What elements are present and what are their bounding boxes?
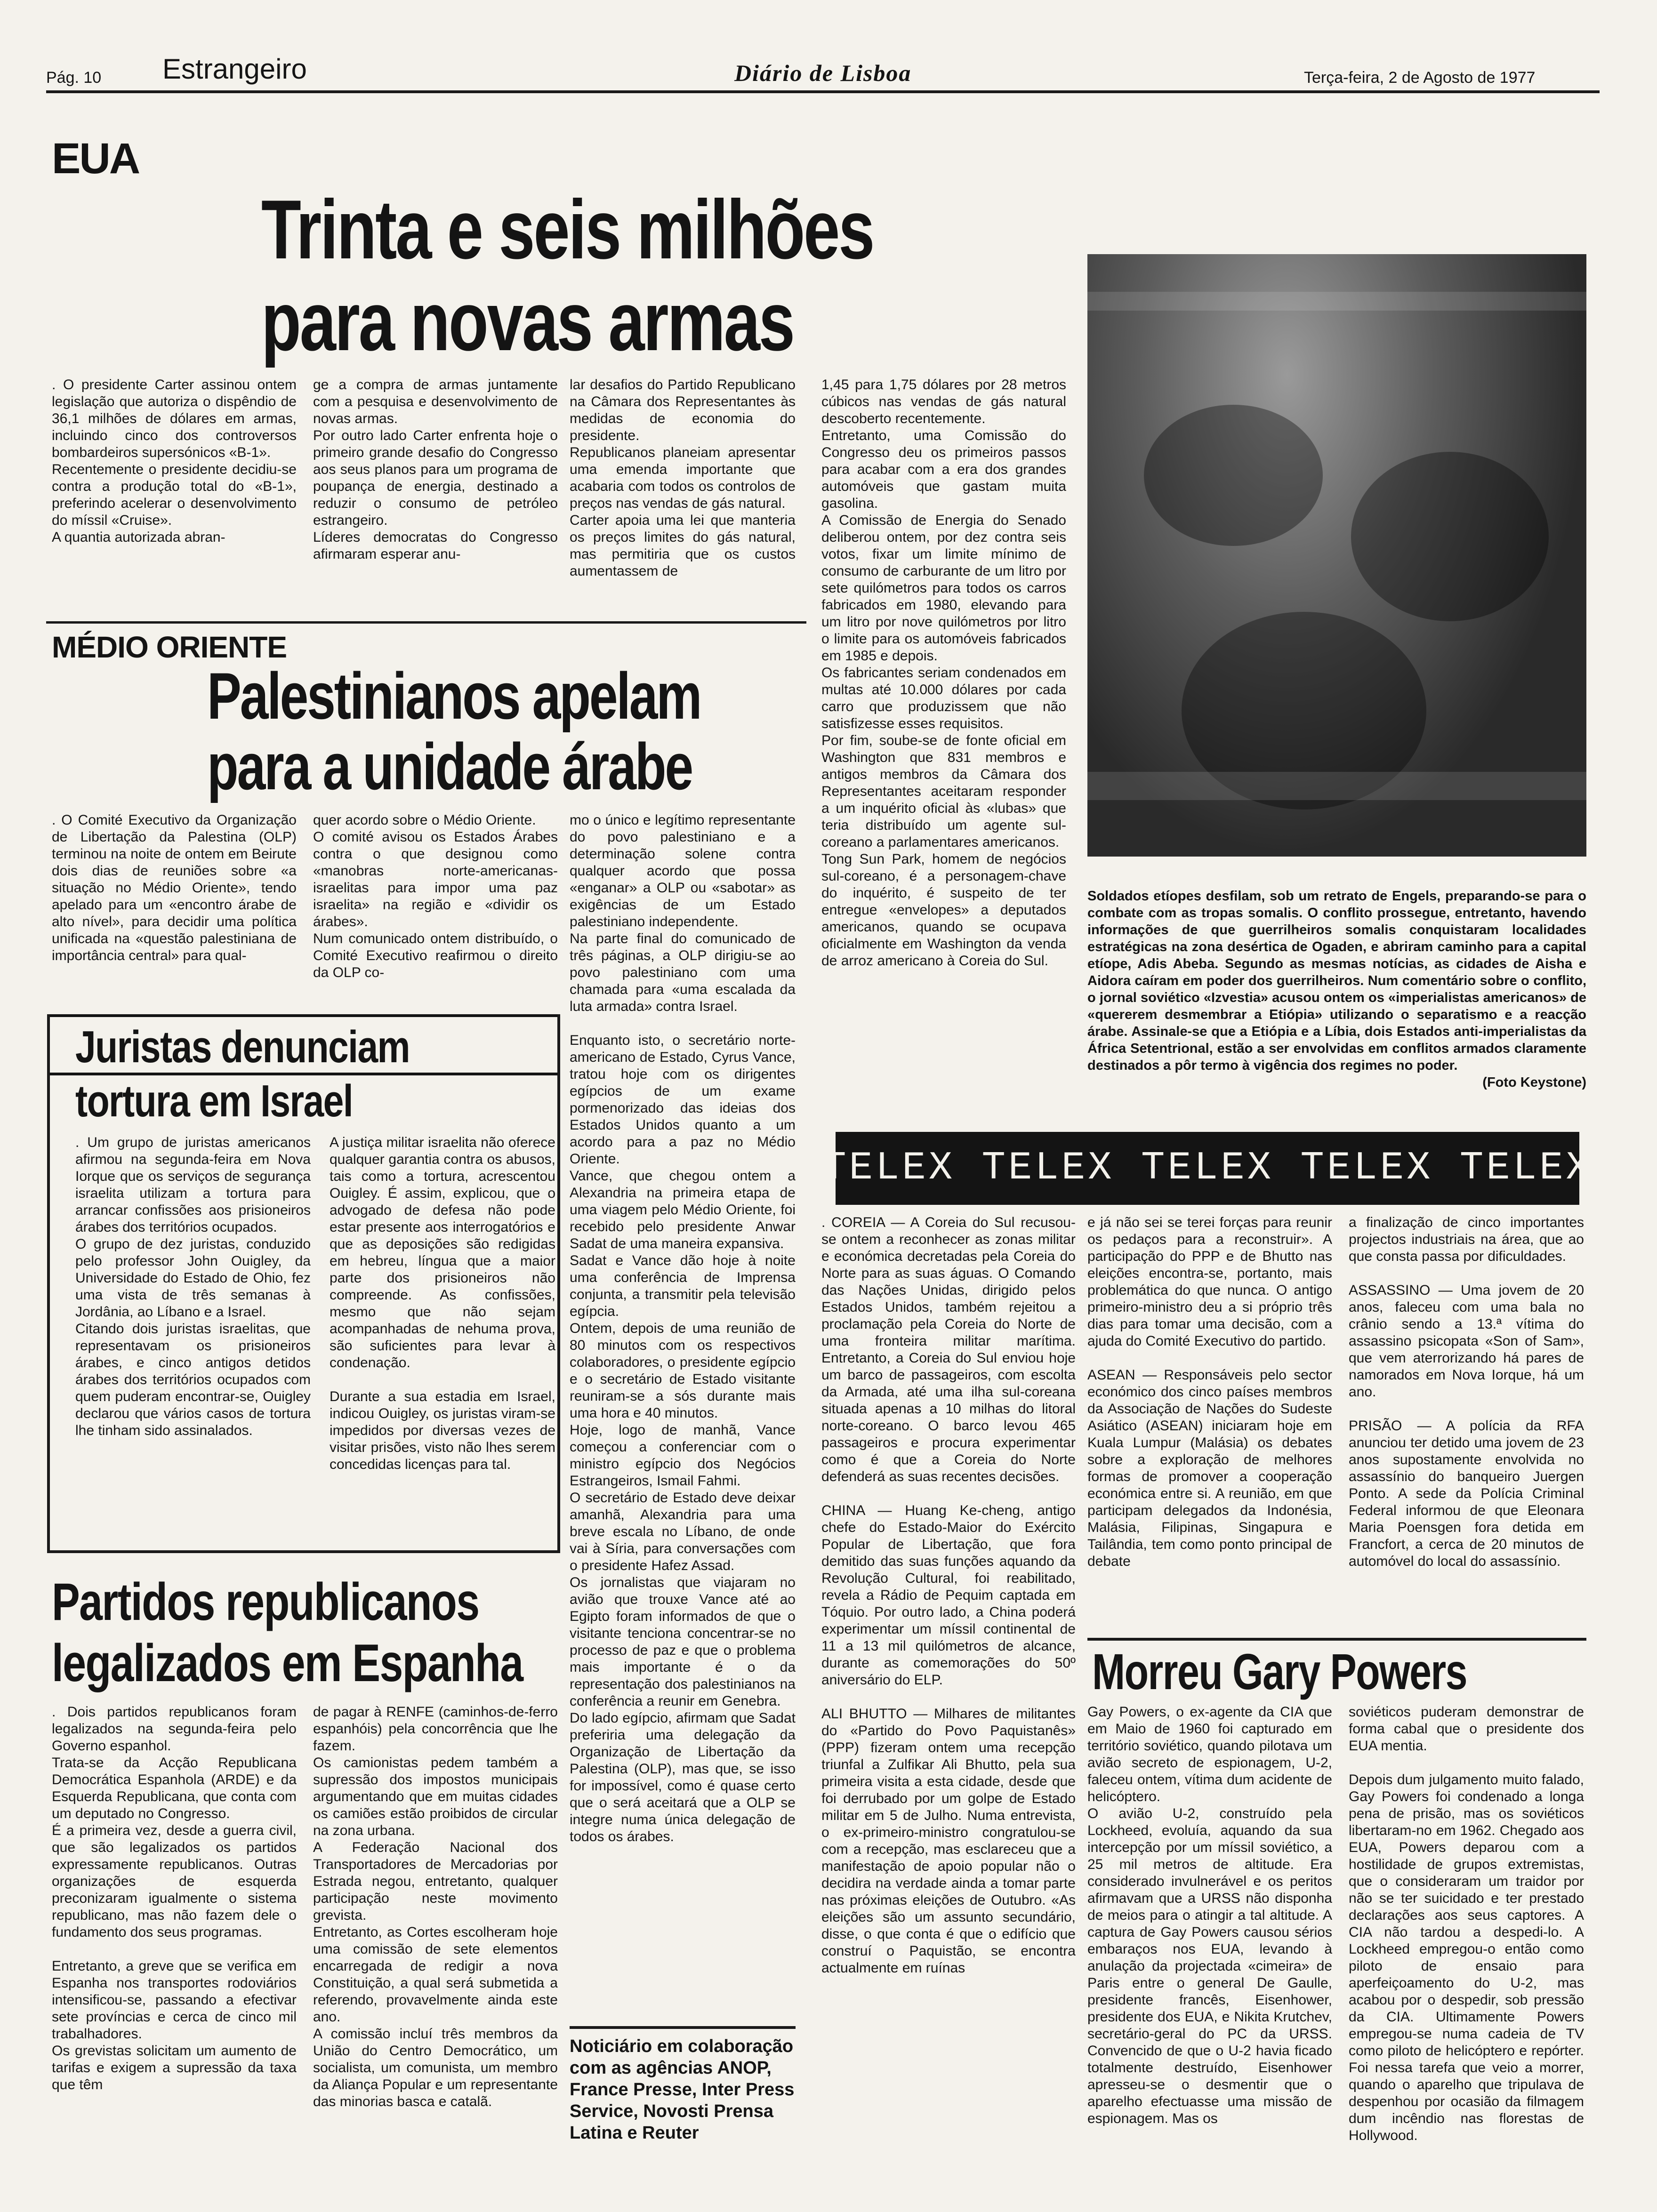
- telex-column-2: e já não sei se terei forças para reunir os pedaços para a reconstruir». A participação do PPP e de Bhutto nas eleições encontra-se, portanto, mais problemática do que nunca. O antigo primeiro-ministro deu a si próprio três dias para tomar uma decisão, com a ajuda do Comité Executivo do partido. ASEAN — Responsáveis pelo sector económico dos cinco países membros da Associação de Nações do Sudeste Asiático (ASEAN) iniciaram hoje em Kuala Lumpur (Malásia) os debates sobre a exploração de melhores formas de promover a cooperação económica entre si. A reunião, em que participam delegados da Indonésia, Malásia, Filipinas, Singapura e Tailândia, tem como ponto principal de debate: [1087, 1215, 1332, 1569]
- medio-oriente-kicker: MÉDIO ORIENTE: [52, 630, 287, 664]
- telex-column-1: . COREIA — A Coreia do Sul recusou-se ontem a reconhecer as zonas militar e económica decretadas pela Coreia do Norte para as suas águas. O Comando das Nações Unidas, dirigido pelos Estados Unidos, também rejeitou a proclamação pela Coreia do Norte de uma fronteira militar marítima. Entretanto, a Coreia do Sul enviou hoje um barco de passageiros, com escolta da Armada, até uma ilha sul-coreana situada apenas a 10 milhas do litoral norte-coreano. O barco levou 465 passageiros e procura experimentar como é que a Coreia do Norte defenderá as suas recentes decisões. CHINA — Huang Ke-cheng, antigo chefe do Estado-Maior do Exército Popular de Libertação, que fora demitido das suas funções aquando da Revolução Cultural, foi reabilitado, revela a Rádio de Pequim captada em Tóquio. Por outro lado, a China poderá experimentar um míssil continental de 11 a 13 mil quilómetros de alcance, durante as comemorações do 50º aniversário do ELP. ALI BHUTTO — Milhares de militantes do «Partido do Povo Paquistanês» (PPP) fizeram ontem uma recepção triunfal a Zulfikar Ali Bhutto, pela sua primeira visita a esta cidade, desde que foi derrubado por um golpe de Estado militar em 5 de Julho. Numa entrevista, o ex-primeiro-ministro congratulou-se com a recepção, mas esclareceu que a manifestação de apoio popular não o decidira na verdade ainda a tomar parte nas próximas eleições de Outubro. «As eleições são um assunto secundário, disse, o que conta é que o edifício que construí o Paquistão, se encontra actualmente em ruínas: [821, 1215, 1076, 1976]
- medio-oriente-column-2: quer acordo sobre o Médio Oriente. O comité avisou os Estados Árabes contra o que designou como «manobras norte-americanas-israelitas para impor uma paz israelita» na região e «dividir os árabes». Num comunicado ontem distribuído, o Comité Executivo reafirmou o direito da OLP co-: [313, 812, 558, 980]
- espanha-column-1: . Dois partidos republicanos foram legalizados na segunda-feira pelo Governo espanhol. Trata-se da Acção Republicana Democrática Espanhola (ARDE) e da Esquerda Republicana, que conta com um deputado no Congresso. É a primeira vez, desde a guerra civil, que são legalizados os partidos expressamente republicanos. Outras organizações de esquerda preconizaram igualmente o sistema republicano, mas não fazem dele o fundamento dos seus programas. Entretanto, a greve que se verifica em Espanha nos transportes rodoviários intensificou-se, passando a efectivar sete províncias e cerca de cinco mil trabalhadores. Os grevistas solicitam um aumento de tarifas e exigem a supressão da taxa que têm: [52, 1704, 297, 2092]
- juristas-box-bottom: [47, 1550, 560, 1553]
- photo-caption-text: Soldados etíopes desfilam, sob um retrato de Engels, preparando-se para o combate com as tropas somalis. O conflito prossegue, entretanto, havendo informações de que guerrilheiros somalis conquistaram localidades estratégicas na zona desértica de Ogaden, e abriram caminho para a capital etíope, Adis Abeba. Segundo as mesmas notícias, as cidades de Aisha e Aidora caíram em poder dos guerrilheiros. Num comentário sobre o conflito, o jornal soviético «Izvestia» acusou ontem os «imperialistas americanos» de «quererem desmembrar a Etiópia» utilizando o separatismo e a reacção árabe. Assinale-se que a Etiópia e a Líbia, dois Estados anti-imperialistas da África Setentrional, estão a ser envolvidas em conflitos armados claramente destinados a pôr termo à vigência dos regimes no poder.: [1087, 889, 1586, 1073]
- eua-column-1: . O presidente Carter assinou ontem legislação que autoriza o dispêndio de 36,1 milhões de dólares em armas, incluindo cinco dos controversos bombardeiros supersónicos «B-1». Recentemente o presidente decidiu-se contra a produção total do «B-1», preferindo acelerar o desenvolvimento do míssil «Cruise». A quantia autorizada abran-: [52, 377, 297, 545]
- powers-rule: [1087, 1638, 1586, 1641]
- juristas-headline-line2: tortura em Israel: [75, 1076, 353, 1126]
- medio-oriente-headline-line1: Palestinianos apelam: [207, 659, 701, 733]
- section-title: Estrangeiro: [162, 53, 307, 85]
- powers-headline: Morreu Gary Powers: [1092, 1643, 1467, 1700]
- juristas-box-left: [47, 1014, 50, 1553]
- medio-oriente-headline-line2: para a unidade árabe: [207, 729, 692, 803]
- eua-kicker: EUA: [52, 135, 139, 183]
- page-number: Pág. 10: [46, 69, 102, 87]
- eua-headline-line2: para novas armas: [261, 274, 794, 368]
- newspaper-name: Diário de Lisboa: [734, 60, 912, 86]
- photo-ethiopian-soldiers: [1087, 254, 1586, 857]
- espanha-headline-line1: Partidos republicanos: [52, 1572, 479, 1631]
- eua-column-4: 1,45 para 1,75 dólares por 28 metros cúbicos nas vendas de gás natural descoberto recentemente. Entretanto, uma Comissão do Congresso deu os primeiros passos para acabar com a era dos grandes automóveis que gastam muita gasolina. A Comissão de Energia do Senado deliberou ontem, por dez contra seis votos, fixar um limite mínimo de consumo de carburante de um litro por sete quilómetros para todos os carros fabricados em 1980, elevando para um litro por nove quilómetros por litro o limite para os automóveis fabricados em 1985 e depois. Os fabricantes seriam condenados em multas até 10.000 dólares por cada carro que produzissem que não satisfizesse esses requisitos. Por fim, soube-se de fonte oficial em Washington que 831 membros e antigos membros da Câmara dos Representantes aceitaram responder a um inquérito oficial às «lubas» que teria distribuído um agente sul-coreano a parlamentares americanos. Tong Sun Park, homem de negócios sul-coreano, é a personagem-chave do inquérito, é suspeito de ter entregue «envelopes» a deputados americanos, quando se ocupava oficialmente em Washington da venda de arroz americano à Coreia do Sul.: [821, 377, 1066, 969]
- agencies-rule: [570, 2026, 796, 2029]
- eua-column-2: ge a compra de armas juntamente com a pesquisa e desenvolvimento de novas armas. Por outro lado Carter enfrenta hoje o primeiro grande desafio do Congresso aos seus planos para um programa de poupança de energia, destinado a reduzir o consumo de petróleo estrangeiro. Líderes democratas do Congresso afirmaram esperar anu-: [313, 377, 558, 562]
- juristas-headline-line1: Juristas denunciam: [75, 1022, 410, 1072]
- photo-caption: [1087, 871, 1586, 1092]
- espanha-column-2: de pagar à RENFE (caminhos-de-ferro espanhóis) pela concorrência que lhe fazem. Os camionistas pedem também a supressão dos impostos municipais argumentando que em muitas cidades os camiões estão proibidos de circular na zona urbana. A Federação Nacional dos Transportadores de Mercadorias por Estrada negou, entretanto, qualquer participação neste movimento grevista. Entretanto, as Cortes escolheram hoje uma comissão de sete elementos encarregada de redigir a nova Constituição, a qual será submetida a referendo, provavelmente ainda este ano. A comissão incluí três membros da União do Centro Democrático, um socialista, um comunista, um membro da Aliança Popular e um representante das minorias basca e catalã.: [313, 1704, 558, 2109]
- espanha-headline-line2: legalizados em Espanha: [52, 1634, 523, 1692]
- eua-column-3: lar desafios do Partido Republicano na Câmara dos Representantes às medidas de economia do presidente. Republicanos planeiam apresentar uma emenda importante que acabaria com todos os controlos de preços nas vendas de gás natural. Carter apoia uma lei que manteria os preços limites do gás natural, mas permitiria que os custos aumentassem de: [570, 377, 796, 579]
- telex-banner: TELEX TELEX TELEX TELEX TELEX: [836, 1132, 1579, 1205]
- photo-credit: (Foto Keystone): [1482, 1075, 1586, 1090]
- medio-oriente-column-3: mo o único e legítimo representante do povo palestiniano e a determinação solene contra qualquer acordo que possa «enganar» a OLP ou «sabotar» as exigências de um Estado palestiniano independente. Na parte final do comunicado de três páginas, a OLP dirigiu-se ao povo palestiniano com uma chamada para «uma escalada da luta armada» contra Israel. Enquanto isto, o secretário norte-americano de Estado, Cyrus Vance, tratou hoje com os dirigentes egípcios de um exame pormenorizado das ideias dos Estados Unidos quanto a um acordo para a paz no Médio Oriente. Vance, que chegou ontem a Alexandria na primeira etapa de uma viagem pelo Médio Oriente, foi recebido pelo presidente Anwar Sadat de uma maneira expansiva. Sadat e Vance dão hoje à noite uma conferência de Imprensa conjunta, a transmitir pela televisão egípcia. Ontem, depois de uma reunião de 80 minutos com os respectivos colaboradores, o presidente egípcio e o secretário de Estado visitante reuniram-se a sós durante mais uma hora e 40 minutos. Hoje, logo de manhã, Vance começou a conferenciar com o ministro egípcio dos Negócios Estrangeiros, Ismail Fahmi. O secretário de Estado deve deixar amanhã, Alexandria para uma breve escala no Líbano, de onde vai à Síria, para conversações com o presidente Hafez Assad. Os jornalistas que viajaram no avião que trouxe Vance até ao Egipto foram informados de que o visitante tenciona concentrar-se no processo de paz e que o problema mais importante é o da representação dos palestinianos na conferência a reunir em Genebra. Do lado egípcio, afirmam que Sadat preferiria uma delegação da Organização de Libertação da Palestina (OLP), mas que, se isso for impossível, como é quase certo que o será aceitará que a OLP se integre numa única delegação de todos os árabes.: [570, 812, 796, 1844]
- juristas-column-1: . Um grupo de juristas americanos afirmou na segunda-feira em Nova Iorque que os serviços de segurança israelita utilizam a tortura para arrancar confissões aos prisioneiros árabes dos territórios ocupados. O grupo de dez juristas, conduzido pelo professor John Ouigley, da Universidade do Estado de Ohio, fez uma vista de três semanas à Jordânia, ao Líbano e a Israel. Citando dois juristas israelitas, que representavam os prisioneiros árabes, e cinco antigos detidos árabes dos territórios ocupados com quem puderam encontrar-se, Ouigley declarou que vários casos de tortura lhe tinham sido assinalados.: [75, 1135, 311, 1438]
- medio-oriente-rule: [46, 621, 806, 624]
- powers-column-1: Gay Powers, o ex-agente da CIA que em Maio de 1960 foi capturado em território soviético, quando pilotava um avião secreto de espionagem, U-2, faleceu ontem, vítima dum acidente de helicóptero. O avião U-2, construído pela Lockheed, evoluía, aquando da sua intercepção por um míssil soviético, a 25 mil metros de altitude. Era considerado invulnerável e os peritos afirmavam que a URSS não disponha de meios para o atingir a tal altitude. A captura de Gay Powers causou sérios embaraços nos EUA, levando à anulação da projectada «cimeira» de Paris entre o general De Gaulle, presidente francês, Eisenhower, presidente dos EUA, e Nikita Krutchev, secretário-geral do PC da URSS. Convencido de que o U-2 havia ficado totalmente destruído, Eisenhower apresseu-se o desmentir que o aparelho efectuasse uma missão de espionagem. Mas os: [1087, 1704, 1332, 2126]
- juristas-column-2: A justiça militar israelita não oferece qualquer garantia contra os abusos, tais como a tortura, acrescentou Ouigley. É assim, explicou, que o advogado de defesa não pode estar presente aos interrogatórios e que as deposições são redigidas em hebreu, língua que a maior parte dos prisioneiros não compreende. As confissões, mesmo que não sejam acompanhadas de nehuma prova, são suficientes para levar à condenação. Durante a sua estadia em Israel, indicou Ouigley, os juristas viram-se impedidos por diversas vezes de visitar prisões, visto não lhes serem concedidas licenças para tal.: [330, 1135, 555, 1472]
- issue-date: Terça-feira, 2 de Agosto de 1977: [1304, 69, 1536, 87]
- eua-headline-line1: Trinta e seis milhões: [261, 183, 874, 276]
- powers-column-2: soviéticos puderam demonstrar de forma cabal que o presidente dos EUA mentia. Depois dum julgamento muito falado, Gay Powers foi condenado a longa pena de prisão, mas os soviéticos libertaram-no em 1962. Chegado aos EUA, Powers deparou com a hostilidade de grupos extremistas, que o consideraram um traidor por não se ter suicidado e ter prestado declarações aos seus captores. A CIA não tardou a despedi-lo. A Lockheed empregou-o então como piloto de ensaio para aperfeiçoamento do U-2, mas acabou por o despedir, sob pressão da CIA. Ultimamente Powers empregou-se numa cadeia de TV como piloto de helicóptero e repórter. Foi nessa tarefa que veio a morrer, quando o aparelho que tripulava de despenhou por ocasião da filmagem dum incêndio nas florestas de Hollywood.: [1349, 1704, 1584, 2143]
- medio-oriente-column-1: . O Comité Executivo da Organização de Libertação da Palestina (OLP) terminou na noite de ontem em Beirute dois dias de reuniões sobre «a situação no Médio Oriente», tendo apelado para um «encontro árabe de alto nível», para decidir uma política unificada na «questão palestiniana de importância central» para qual-: [52, 812, 297, 963]
- telex-column-3: a finalização de cinco importantes projectos industriais na área, que ao que consta passa por dificuldades. ASSASSINO — Uma jovem de 20 anos, faleceu com uma bala no crânio sendo a 13.ª vítima do assassino psicopata «Son of Sam», que vem aterrorizando há pares de namorados em Nova Iorque, há um ano. PRISÃO — A polícia da RFA anunciou ter detido uma jovem de 23 anos supostamente envolvida no assassínio do banqueiro Juergen Ponto. A sede da Polícia Criminal Federal informou de que Eleonara Maria Poensgen fora detida em Francfort, a cerca de 20 minutos de automóvel do local do assassínio.: [1349, 1215, 1584, 1569]
- masthead-rule: [46, 90, 1600, 93]
- juristas-box-right: [557, 1014, 560, 1553]
- agencies-note: Noticiário em colaboração com as agências ANOP, France Presse, Inter Press Service, Novosti Prensa Latina e Reuter: [570, 2036, 795, 2143]
